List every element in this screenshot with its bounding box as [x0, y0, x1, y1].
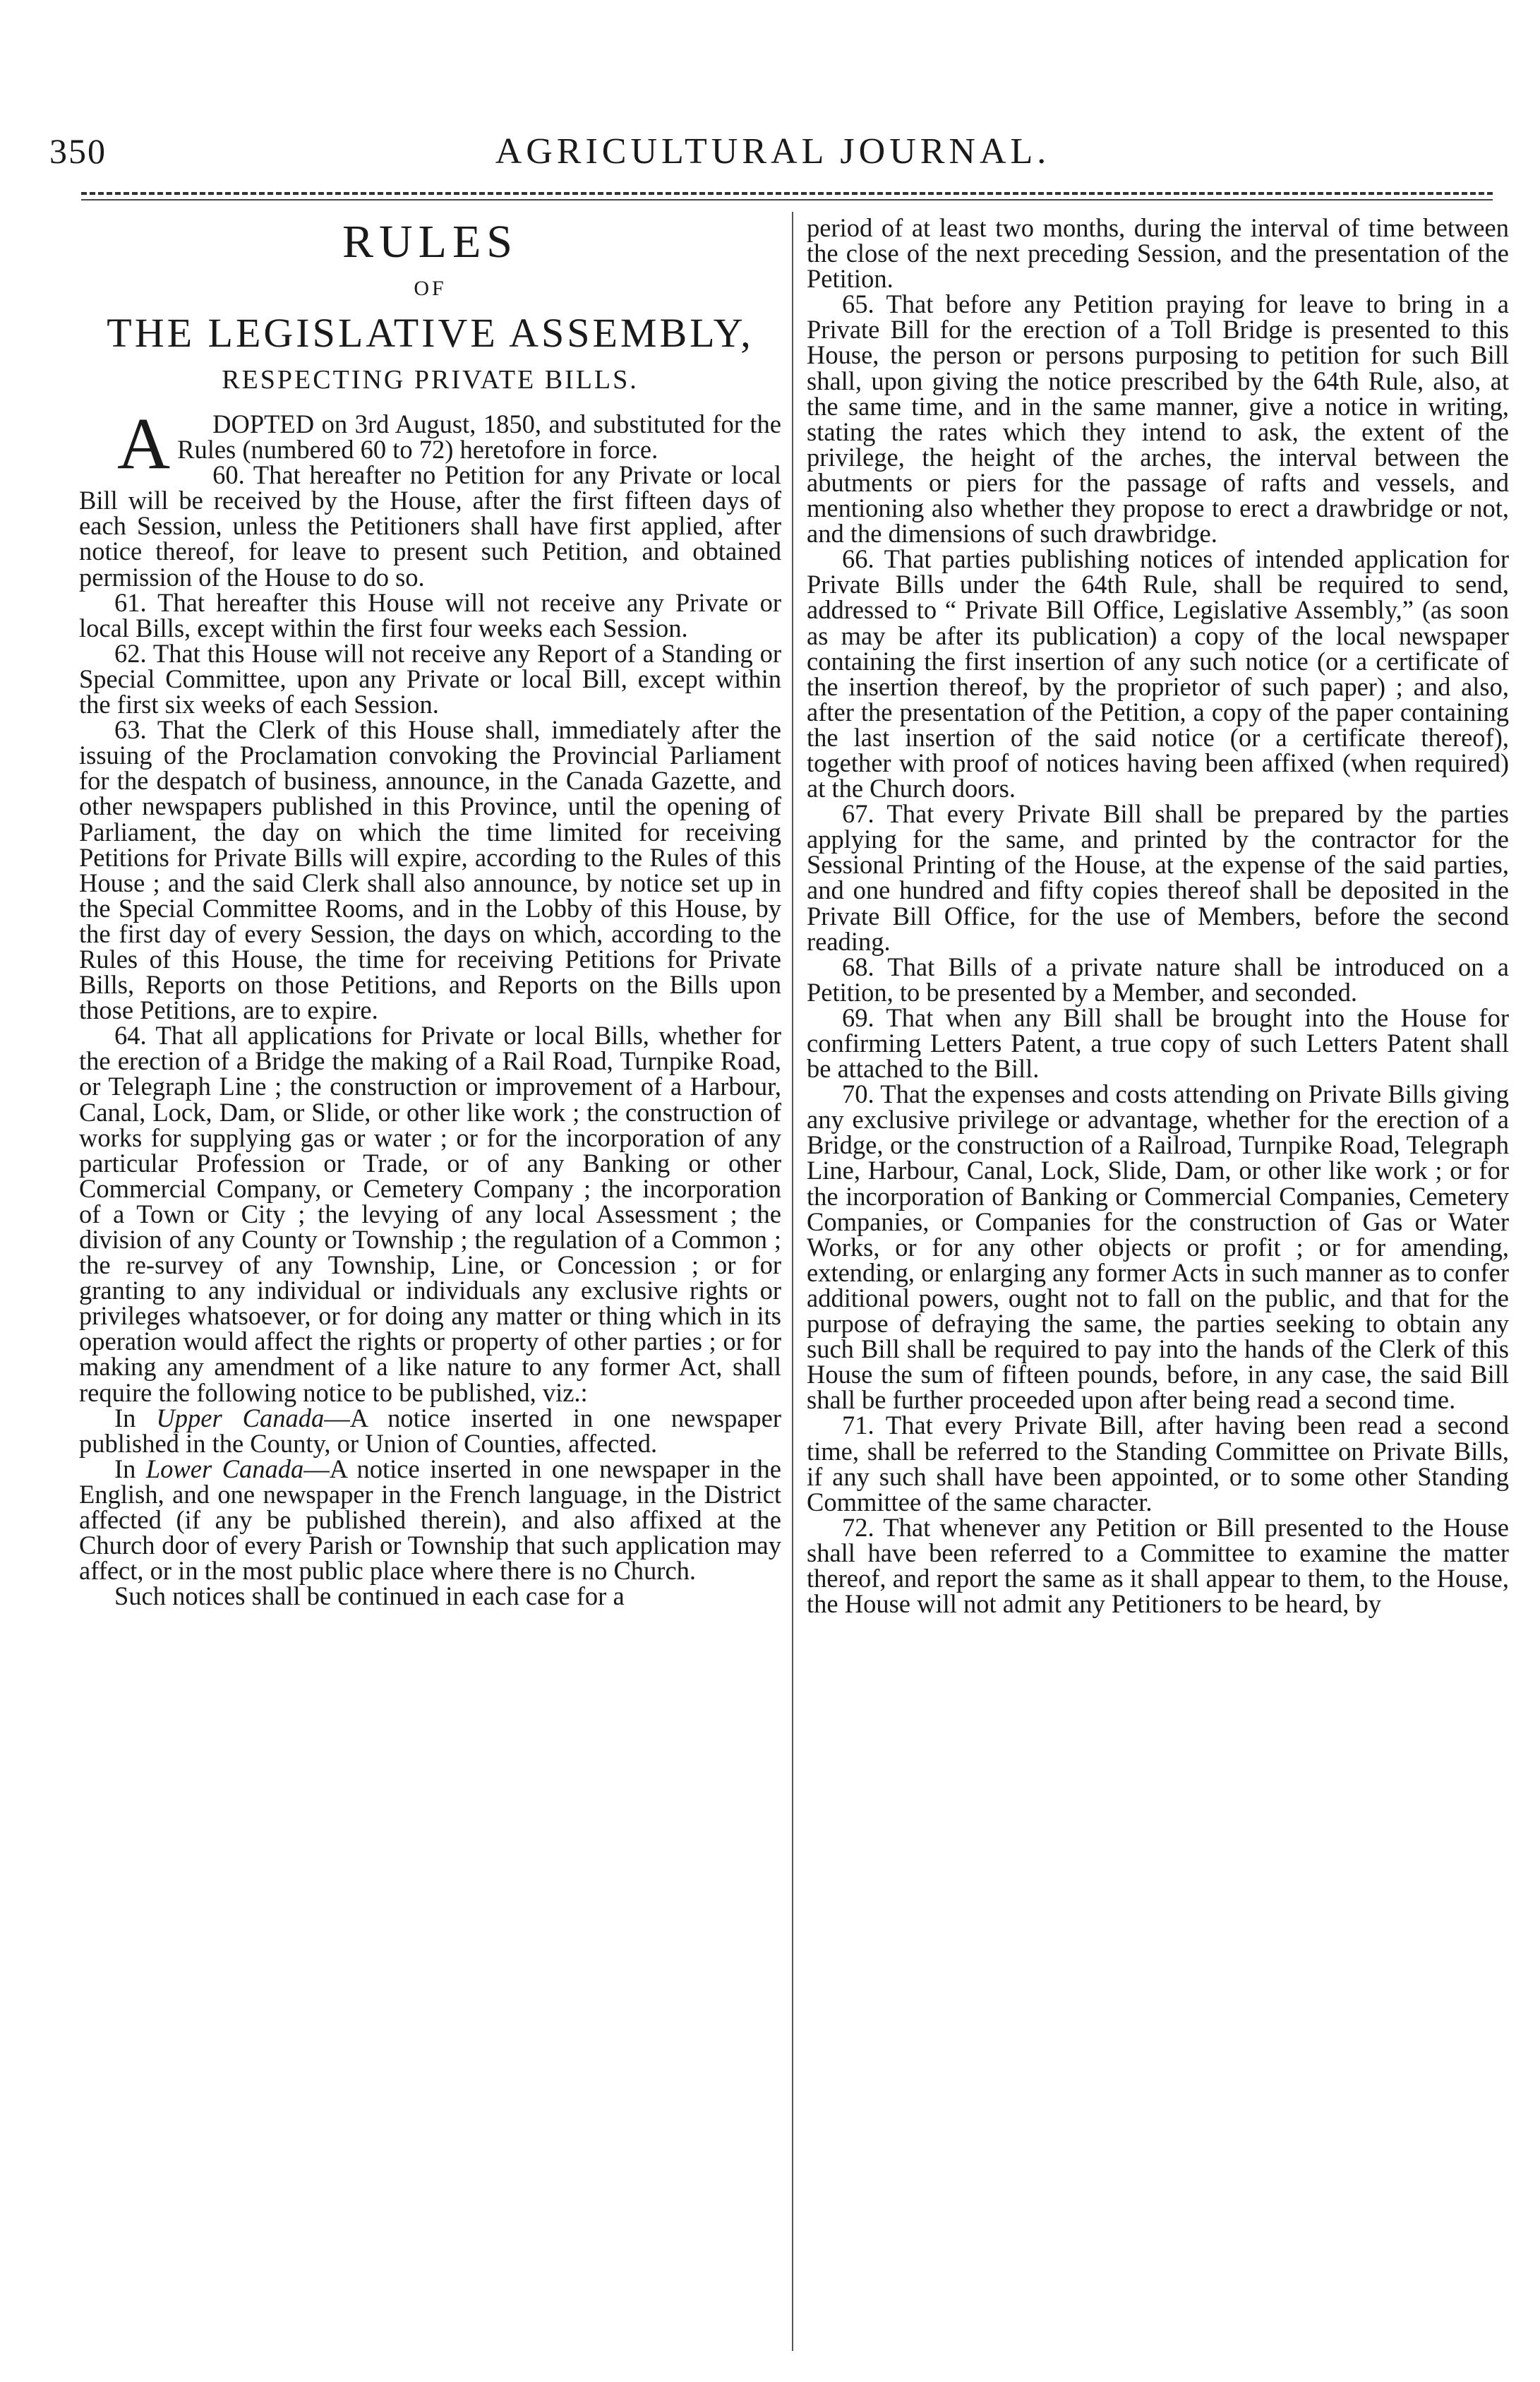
article-title-block: [79, 215, 781, 402]
rule-71: 71. That every Private Bill, after having been read a second time, shall be referred to the Standing Committee on Private Bills, if any such shall have been appointed, or to some other Standing Committee of the same character.: [807, 1411, 1509, 1516]
page-header: [49, 131, 1496, 187]
rule-68: 68. That Bills of a private nature shall be introduced on a Petition, to be presented by a Member, and seconded.: [807, 952, 1509, 1007]
rule-60: 60. That hereafter no Petition for any Private or local Bill will be received by the House, after the first fifteen days of each Session, unless the Petitioners shall have first applied, after notice thereof, for leave to present such Petition, and obtained permission of the House to do so.: [79, 460, 781, 592]
right-column: [807, 215, 1509, 1617]
header-rule: [81, 192, 1493, 201]
title-respecting: RESPECTING PRIVATE BILLS.: [222, 365, 639, 395]
upper-canada-label: In: [114, 1403, 136, 1432]
rule-69: 69. That when any Bill shall be brought into the House for confirming Letters Patent, a true copy of such Letters Patent shall be attached to the Bill.: [807, 1003, 1509, 1084]
lower-canada-text: —A notice inserted in one newspaper in the English, and one newspaper in the French language, in the District affected (if any be published therein), and also affixed at the Church door of every Parish or Township that such application may affect, or in the most public place where there is no Church.: [79, 1454, 782, 1586]
continuation-paragraph: period of at least two months, during the interval of time between the close of the next preceding Session, and the presentation of the Petition.: [807, 213, 1509, 294]
rule-63: 63. That the Clerk of this House shall, immediately after the issuing of the Proclamation convoking the Provincial Parliament for the despatch of business, announce, in the Canada Gazette, and other newspapers published in this Province, until the opening of Parliament, the day on which the time limited for receiving Petitions for Private Bills will expire, according to the Rules of this House ; and the said Clerk shall also announce, by notice set up in the Special Committee Rooms, and in the Lobby of this House, by the first day of every Session, the days on which, according to the Rules of this House, the time for receiving Petitions for Private Bills, Reports on those Petitions, and Reports on the Bills upon those Petitions, are to expire.: [79, 715, 781, 1025]
rule-70: 70. That the expenses and costs attending on Private Bills giving any exclusive privilege or advantage, whether for the erection of a Bridge, or the construction of a Railroad, Turnpike Road, Telegraph Line, Harbour, Canal, Lock, Slide, Dam, or other like work ; or for the incorporation of Banking or Commercial Companies, Cemetery Companies, or Companies for the construction of Gas or Water Works, or for any other objects or profit ; or for amending, extending, or enlarging any former Acts in such manner as to confer additional powers, ought not to fall on the public, and that for the purpose of defraying the same, the parties seeking to obtain any such Bill shall be required to pay into the hands of the Clerk of this House the sum of fifteen pounds, before, in any case, the said Bill shall be further proceeded upon after being read a second time.: [807, 1079, 1509, 1415]
drop-cap: A: [117, 403, 171, 484]
title-rules: RULES: [342, 216, 519, 268]
running-title: AGRICULTURAL JOURNAL.: [495, 131, 1051, 172]
title-of: OF: [414, 277, 447, 300]
title-assembly: THE LEGISLATIVE ASSEMBLY,: [107, 310, 754, 356]
rule-61: 61. That hereafter this House will not receive any Private or local Bills, except within the first four weeks each Session.: [79, 587, 781, 642]
upper-canada-place: Upper Canada: [156, 1403, 325, 1432]
rule-67: 67. That every Private Bill shall be prepared by the parties applying for the same, and printed by the contractor for the Sessional Printing of the House, at the expense of the said parties, and one hundred and fifty copies thereof shall be deposited in the Private Bill Office, for the use of Members, before the second reading.: [807, 799, 1509, 956]
rule-66: 66. That parties publishing notices of intended application for Private Bills under the 64th Rule, shall be required to send, addressed to “ Private Bill Office, Legislative Assembly,” (as soon as may be after its publication) a copy of the local newspaper containing the first insertion of any such notice (or a certificate of the insertion thereof, by the proprietor of such paper) ; and also, after the presentation of the Petition, a copy of the paper containing the last insertion of the said notice (or a certificate thereof), together with proof of notices having been affixed (when required) at the Church doors.: [807, 544, 1509, 803]
left-column: [79, 215, 781, 1609]
column-divider: [792, 212, 793, 2351]
lower-canada-place: Lower Canada: [145, 1454, 304, 1483]
upper-canada-text: —A notice inserted in one newspaper published in the County, or Union of Counties, affected.: [79, 1403, 781, 1458]
page-number: 350: [49, 131, 107, 171]
rule-62: 62. That this House will not receive any Report of a Standing or Special Committee, upon any Private or local Bill, except within the first six weeks of each Session.: [79, 638, 781, 719]
notices-continued: Such notices shall be continued in each case for a: [114, 1581, 625, 1611]
rule-65: 65. That before any Petition praying for leave to bring in a Private Bill for the erection of a Toll Bridge is presented to this House, the person or persons purposing to petition for such Bill shall, upon giving the notice prescribed by the 64th Rule, also, at the same time, and in the same manner, give a notice in writing, stating the rates which they intend to ask, the extent of the privilege, the height of the arches, the interval between the abutments or piers for the passage of rafts and vessels, and mentioning also whether they propose to erect a drawbridge or not, and the dimensions of such drawbridge.: [807, 289, 1509, 549]
lower-canada-label: In: [114, 1454, 136, 1483]
intro-paragraph: [79, 403, 781, 484]
lower-canada-paragraph: [79, 1456, 781, 1584]
rule-72: 72. That whenever any Petition or Bill presented to the House shall have been referred to a Committee to examine the matter thereof, and report the same as it shall appear to them, to the House, the House will not admit any Petitioners to be heard, by: [807, 1512, 1509, 1619]
intro-text: DOPTED on 3rd August, 1850, and substituted for the Rules (numbered 60 to 72) heretofore in force.: [177, 409, 781, 465]
upper-canada-paragraph: [79, 1403, 781, 1458]
rule-64: 64. That all applications for Private or local Bills, whether for the erection of a Bridge the making of a Rail Road, Turnpike Road, or Telegraph Line ; the construction or improvement of a Harbour, Canal, Lock, Dam, or Slide, or other like work ; the construction of works for supplying gas or water ; or for the incorporation of any particular Profession or Trade, or of any Banking or other Commercial Company, or Cemetery Company ; the incorporation of a Town or City ; the levying of any local Assessment ; the division of any County or Township ; the regulation of a Common ; the re-survey of any Township, Line, or Concession ; or for granting to any individual or individuals any exclusive rights or privileges whatsoever, or for doing any matter or thing which in its operation would affect the rights or property of other parties ; or for making any amendment of a like nature to any former Act, shall require the following notice to be published, viz.:: [79, 1021, 781, 1407]
